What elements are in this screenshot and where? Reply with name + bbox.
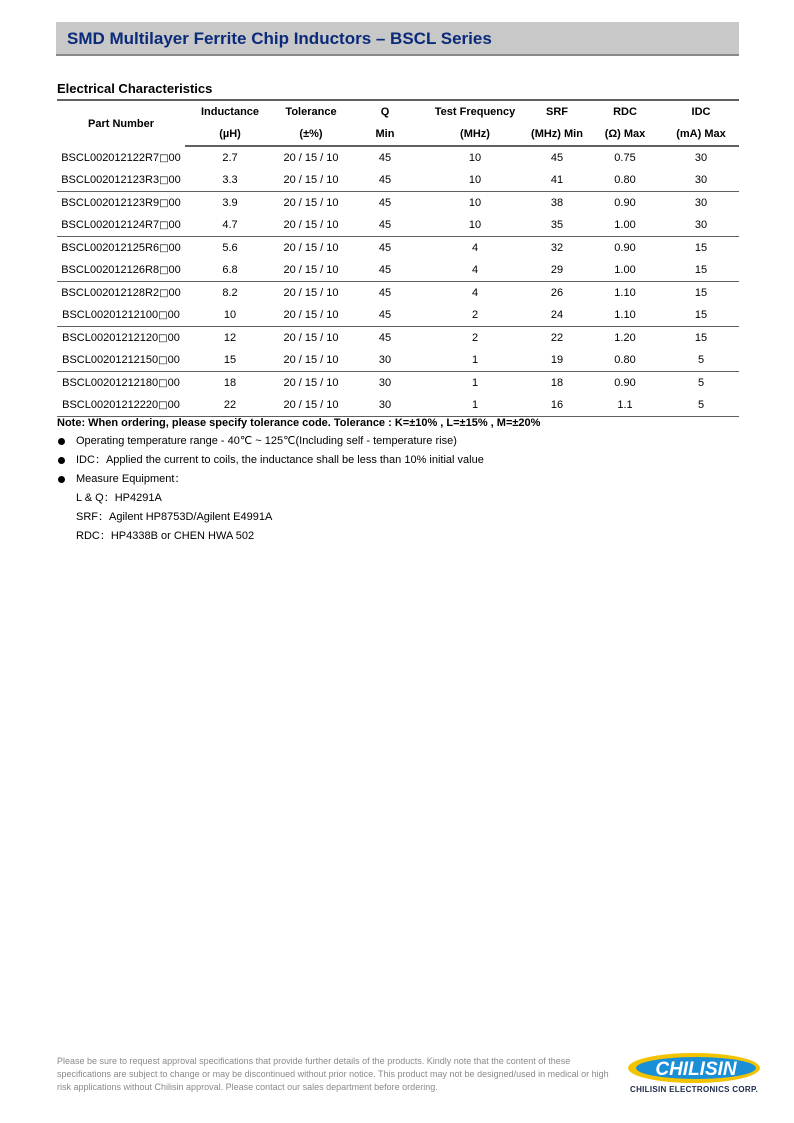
q-cell: 45 <box>347 304 423 327</box>
q-cell: 45 <box>347 259 423 282</box>
q-cell: 45 <box>378 287 392 299</box>
box-placeholder: □ <box>159 288 169 299</box>
part-number-cell: BSCL00201212150□00 <box>57 349 185 372</box>
tolerance-cell: 20 / 15 / 10 <box>283 242 339 254</box>
q-cell: 45 <box>347 169 423 192</box>
q-cell: 30 <box>378 377 392 389</box>
table-row <box>57 372 739 395</box>
box-placeholder: □ <box>159 175 169 186</box>
srf-cell: 32 <box>550 242 564 254</box>
freq-cell: 1 <box>471 377 479 389</box>
srf-cell: 22 <box>550 332 564 344</box>
freq-cell: 4 <box>471 287 479 299</box>
srf-cell: 45 <box>550 152 564 164</box>
idc-cell: 15 <box>663 304 739 327</box>
inductance-cell: 3.3 <box>185 169 275 192</box>
srf-cell: 35 <box>527 214 587 237</box>
inductance-cell: 2.7 <box>222 152 238 164</box>
part-number-cell: BSCL002012125R6□00 <box>61 242 181 254</box>
table-row <box>57 169 739 192</box>
table-row <box>57 192 739 215</box>
q-cell: 45 <box>378 197 392 209</box>
header-tolerance: Tolerance <box>285 106 337 118</box>
footer-disclaimer: Please be sure to request approval specifications that provide further details of the products. Kindly note that the content of these specifications are subject to change or may be discontinued without prior notice. This product may not be designed/used in medical or high risk applications without Chilisin approval. Please contact our sales department before ordering. <box>57 1056 609 1092</box>
srf-cell: 29 <box>527 259 587 282</box>
tolerance-cell: 20 / 15 / 10 <box>275 394 347 417</box>
electrical-characteristics-table <box>57 99 739 417</box>
idc-cell: 30 <box>694 152 708 164</box>
part-number-cell: BSCL002012128R2□00 <box>61 287 181 299</box>
ordering-note: Note: When ordering, please specify tolerance code. Tolerance : K=±10% , L=±15% , M=±20% <box>57 417 541 429</box>
inductance-cell: 18 <box>223 377 237 389</box>
header-tolerance-unit: (±%) <box>275 123 347 146</box>
tolerance-cell: 20 / 15 / 10 <box>275 214 347 237</box>
table-row <box>57 394 739 417</box>
svg-text:CHILISIN: CHILISIN <box>655 1059 737 1080</box>
freq-cell: 10 <box>468 197 482 209</box>
list-item: IDC：Applied the current to coils, the inductance shall be less than 10% initial value <box>57 451 484 470</box>
bullet-icon <box>58 476 65 483</box>
idc-cell: 15 <box>663 259 739 282</box>
specification-notes <box>57 432 484 546</box>
header-inductance: Inductance <box>200 106 260 118</box>
idc-cell: 30 <box>694 197 708 209</box>
section-title: Electrical Characteristics <box>57 81 213 96</box>
header-test-frequency-unit: (MHz) <box>423 123 527 146</box>
inductance-cell: 15 <box>185 349 275 372</box>
inductance-cell: 8.2 <box>222 287 238 299</box>
inductance-cell: 10 <box>185 304 275 327</box>
company-name: CHILISIN ELECTRONICS CORP. <box>630 1085 759 1094</box>
srf-cell: 16 <box>527 394 587 417</box>
rdc-cell: 1.20 <box>614 332 636 344</box>
freq-cell: 2 <box>471 332 479 344</box>
inductance-cell: 5.6 <box>222 242 238 254</box>
header-q: Q <box>380 106 390 118</box>
srf-cell: 38 <box>550 197 564 209</box>
tolerance-cell: 20 / 15 / 10 <box>283 152 339 164</box>
rdc-cell: 1.10 <box>614 287 636 299</box>
inductance-cell: 4.7 <box>185 214 275 237</box>
header-test-frequency: Test Frequency <box>434 106 516 118</box>
part-number-cell: BSCL002012122R7□00 <box>61 151 181 164</box>
part-number-cell: BSCL00201212220□00 <box>57 394 185 417</box>
tolerance-cell: 20 / 15 / 10 <box>275 304 347 327</box>
part-number-cell: BSCL00201212100□00 <box>57 304 185 327</box>
table-row <box>57 349 739 372</box>
box-placeholder: □ <box>159 265 169 276</box>
header-idc-unit: (mA) Max <box>663 123 739 146</box>
tolerance-cell: 20 / 15 / 10 <box>275 169 347 192</box>
srf-cell: 19 <box>527 349 587 372</box>
rdc-cell: 1.1 <box>587 394 663 417</box>
rdc-cell: 0.75 <box>614 152 636 164</box>
tolerance-cell: 20 / 15 / 10 <box>275 259 347 282</box>
inductance-cell: 3.9 <box>222 197 238 209</box>
part-number-cell: BSCL002012124R7□00 <box>57 214 185 237</box>
idc-cell: 30 <box>663 214 739 237</box>
inductance-cell: 6.8 <box>185 259 275 282</box>
header-q-unit: Min <box>347 123 423 146</box>
rdc-cell: 1.10 <box>587 304 663 327</box>
srf-cell: 24 <box>527 304 587 327</box>
table-row <box>57 282 739 305</box>
idc-cell: 15 <box>694 287 708 299</box>
tolerance-cell: 20 / 15 / 10 <box>275 349 347 372</box>
rdc-cell: 0.80 <box>587 169 663 192</box>
box-placeholder: □ <box>158 310 168 321</box>
q-cell: 30 <box>347 394 423 417</box>
tolerance-cell: 20 / 15 / 10 <box>283 332 339 344</box>
rdc-cell: 0.90 <box>614 242 636 254</box>
list-item: Measure Equipment： <box>57 470 484 489</box>
rdc-cell: 0.90 <box>614 197 636 209</box>
idc-cell: 5 <box>663 349 739 372</box>
freq-cell: 10 <box>423 214 527 237</box>
q-cell: 45 <box>378 152 392 164</box>
srf-cell: 18 <box>550 377 564 389</box>
part-number-cell: BSCL002012123R9□00 <box>61 197 181 209</box>
table-row <box>57 237 739 260</box>
table-row <box>57 304 739 327</box>
table-row <box>57 259 739 282</box>
freq-cell: 2 <box>423 304 527 327</box>
inductance-cell: 22 <box>185 394 275 417</box>
idc-cell: 5 <box>697 377 705 389</box>
idc-cell: 30 <box>663 169 739 192</box>
equipment-item: L & Q：HP4291A <box>76 492 162 504</box>
freq-cell: 1 <box>423 349 527 372</box>
freq-cell: 4 <box>471 242 479 254</box>
freq-cell: 10 <box>468 152 482 164</box>
list-item: Operating temperature range - 40℃ ~ 125℃(Including self - temperature rise) <box>57 432 484 451</box>
tolerance-cell: 20 / 15 / 10 <box>283 377 339 389</box>
header-srf-unit: (MHz) Min <box>527 123 587 146</box>
box-placeholder: □ <box>159 198 169 209</box>
header-rdc: RDC <box>613 106 637 118</box>
box-placeholder: □ <box>158 400 168 411</box>
header-rdc-unit: (Ω) Max <box>587 123 663 146</box>
part-number-cell: BSCL00201212180□00 <box>62 377 180 389</box>
freq-cell: 1 <box>423 394 527 417</box>
inductance-cell: 12 <box>223 332 237 344</box>
box-placeholder: □ <box>158 355 168 366</box>
header-idc: IDC <box>691 106 711 118</box>
box-placeholder: □ <box>158 333 168 344</box>
rdc-cell: 1.00 <box>587 214 663 237</box>
part-number-cell: BSCL002012123R3□00 <box>57 169 185 192</box>
part-number-cell: BSCL00201212120□00 <box>62 332 180 344</box>
box-placeholder: □ <box>159 243 169 254</box>
q-cell: 45 <box>378 332 392 344</box>
q-cell: 30 <box>347 349 423 372</box>
q-cell: 45 <box>347 214 423 237</box>
table-row <box>57 214 739 237</box>
page-header-bar <box>56 22 739 56</box>
srf-cell: 26 <box>550 287 564 299</box>
srf-cell: 41 <box>527 169 587 192</box>
table-row <box>57 327 739 350</box>
idc-cell: 15 <box>694 242 708 254</box>
box-placeholder: □ <box>158 378 168 389</box>
header-srf: SRF <box>546 106 568 118</box>
bullet-icon <box>58 457 65 464</box>
box-placeholder: □ <box>159 220 169 231</box>
header-part-number: Part Number <box>87 117 155 130</box>
freq-cell: 4 <box>423 259 527 282</box>
equipment-item: RDC：HP4338B or CHEN HWA 502 <box>76 530 255 542</box>
freq-cell: 10 <box>423 169 527 192</box>
table-row <box>57 146 739 169</box>
q-cell: 45 <box>378 242 392 254</box>
header-inductance-unit: (µH) <box>185 123 275 146</box>
tolerance-cell: 20 / 15 / 10 <box>283 197 339 209</box>
rdc-cell: 1.00 <box>587 259 663 282</box>
tolerance-cell: 20 / 15 / 10 <box>283 287 339 299</box>
bullet-icon <box>58 438 65 445</box>
idc-cell: 5 <box>663 394 739 417</box>
rdc-cell: 0.90 <box>614 377 636 389</box>
part-number-cell: BSCL002012126R8□00 <box>57 259 185 282</box>
page-title: SMD Multilayer Ferrite Chip Inductors – BSCL Series <box>67 29 492 48</box>
equipment-item: SRF：Agilent HP8753D/Agilent E4991A <box>76 511 273 523</box>
rdc-cell: 0.80 <box>587 349 663 372</box>
idc-cell: 15 <box>694 332 708 344</box>
box-placeholder: □ <box>159 152 169 164</box>
